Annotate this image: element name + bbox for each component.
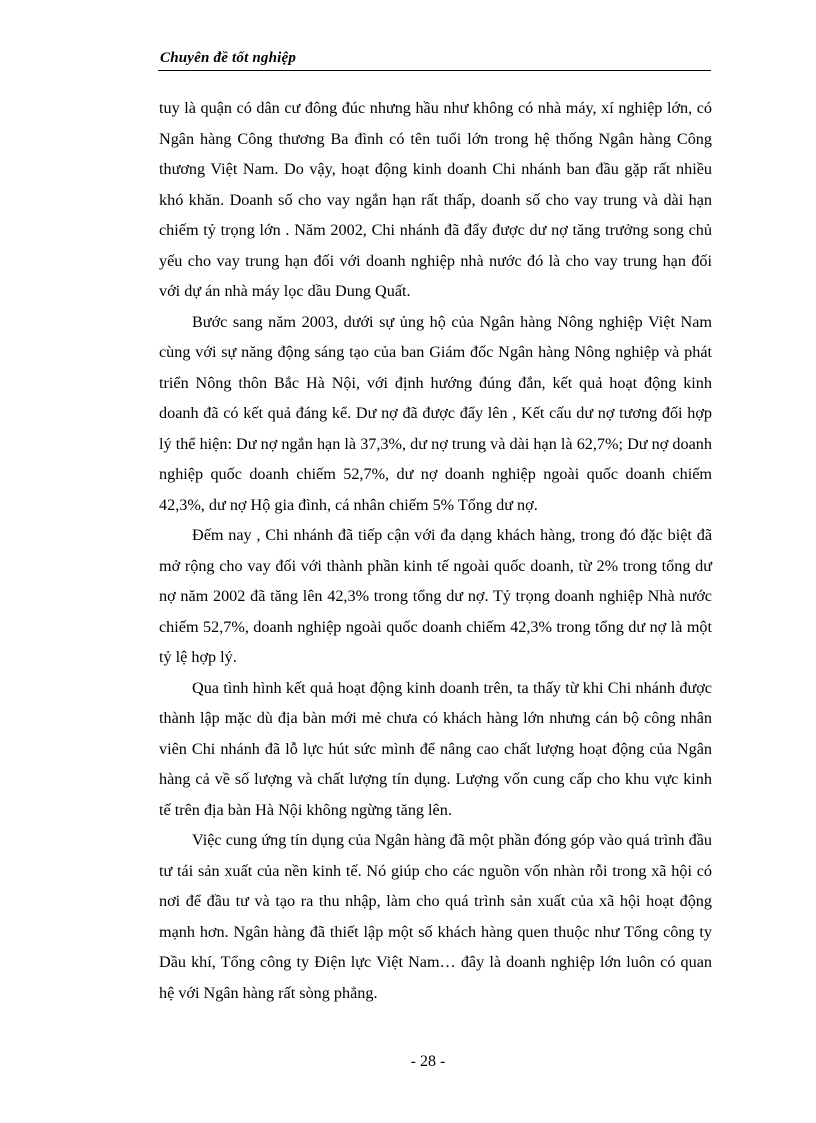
page-header	[158, 48, 711, 71]
paragraph-2: Bước sang năm 2003, dưới sự ủng hộ của Ngân hàng Nông nghiệp Việt Nam cùng với sự năng động sáng tạo của ban Giám đốc Ngân hàng Nông nghiệp và phát triển Nông thôn Bắc Hà Nội, với định hướng đúng đắn, kết quả hoạt động kinh doanh đã có kết quả đáng kể. Dư nợ đã được đẩy lên , Kết cấu dư nợ tương đối hợp lý thể hiện: Dư nợ ngắn hạn là 37,3%, dư nợ trung và dài hạn là 62,7%; Dư nợ doanh nghiệp quốc doanh chiếm 52,7%, dư nợ doanh nghiệp ngoài quốc doanh chiếm 42,3%, dư nợ Hộ gia đình, cá nhân chiếm 5% Tổng dư nợ.	[159, 312, 712, 514]
paragraph-3: Đếm nay , Chi nhánh đã tiếp cận với đa dạng khách hàng, trong đó đặc biệt đã mở rộng cho vay đối với thành phần kinh tế ngoài quốc doanh, từ 2% trong tổng dư nợ năm 2002 đã tăng lên 42,3% trong tổng dư nợ. Tỷ trọng doanh nghiệp Nhà nước chiếm 52,7%, doanh nghiệp ngoài quốc doanh chiếm 42,3% trong tổng dư nợ là một tỷ lệ hợp lý.	[159, 526, 712, 666]
paragraph-5: Việc cung ứng tín dụng của Ngân hàng đã một phần đóng góp vào quá trình đầu tư tái sản xuất của nền kinh tế. Nó giúp cho các nguồn vốn nhàn rỗi trong xã hội có nơi để đầu tư và tạo ra thu nhập, làm cho quá trình sản xuất của xã hội hoạt động mạnh hơn. Ngân hàng đã thiết lập một số khách hàng quen thuộc như Tổng công ty Dầu khí, Tổng công ty Điện lực Việt Nam… đây là doanh nghiệp lớn luôn có quan hệ với Ngân hàng rất sòng phẳng.	[159, 831, 712, 1002]
paragraph-1: tuy là quận có dân cư đông đúc nhưng hầu như không có nhà máy, xí nghiệp lớn, có Ngân hàng Công thương Ba đình có tên tuổi lớn trong hệ thống Ngân hàng Công thương Việt Nam. Do vậy, hoạt động kinh doanh Chi nhánh ban đầu gặp rất nhiều khó khăn. Doanh số cho vay ngắn hạn rất thấp, doanh số cho vay trung và dài hạn chiếm tỷ trọng lớn . Năm 2002, Chi nhánh đã đẩy được dư nợ tăng trưởng song chủ yếu cho vay trung hạn đối với doanh nghiệp nhà nước đó là cho vay trung hạn đối với dự án nhà máy lọc dầu Dung Quất.	[159, 99, 712, 300]
document-body	[159, 93, 712, 1008]
header-title: Chuyên đề tốt nghiệp	[160, 50, 297, 66]
paragraph-4: Qua tình hình kết quả hoạt động kinh doanh trên, ta thấy từ khi Chi nhánh được thành lập mặc dù địa bàn mới mẻ chưa có khách hàng lớn nhưng cán bộ công nhân viên Chi nhánh đã lỗ lực hút sức mình để nâng cao chất lượng hoạt động của Ngân hàng cả về số lượng và chất lượng tín dụng. Lượng vốn cung cấp cho khu vực kinh tế trên địa bàn Hà Nội không ngừng tăng lên.	[159, 678, 712, 819]
page-number: - 28 -	[410, 1053, 446, 1070]
